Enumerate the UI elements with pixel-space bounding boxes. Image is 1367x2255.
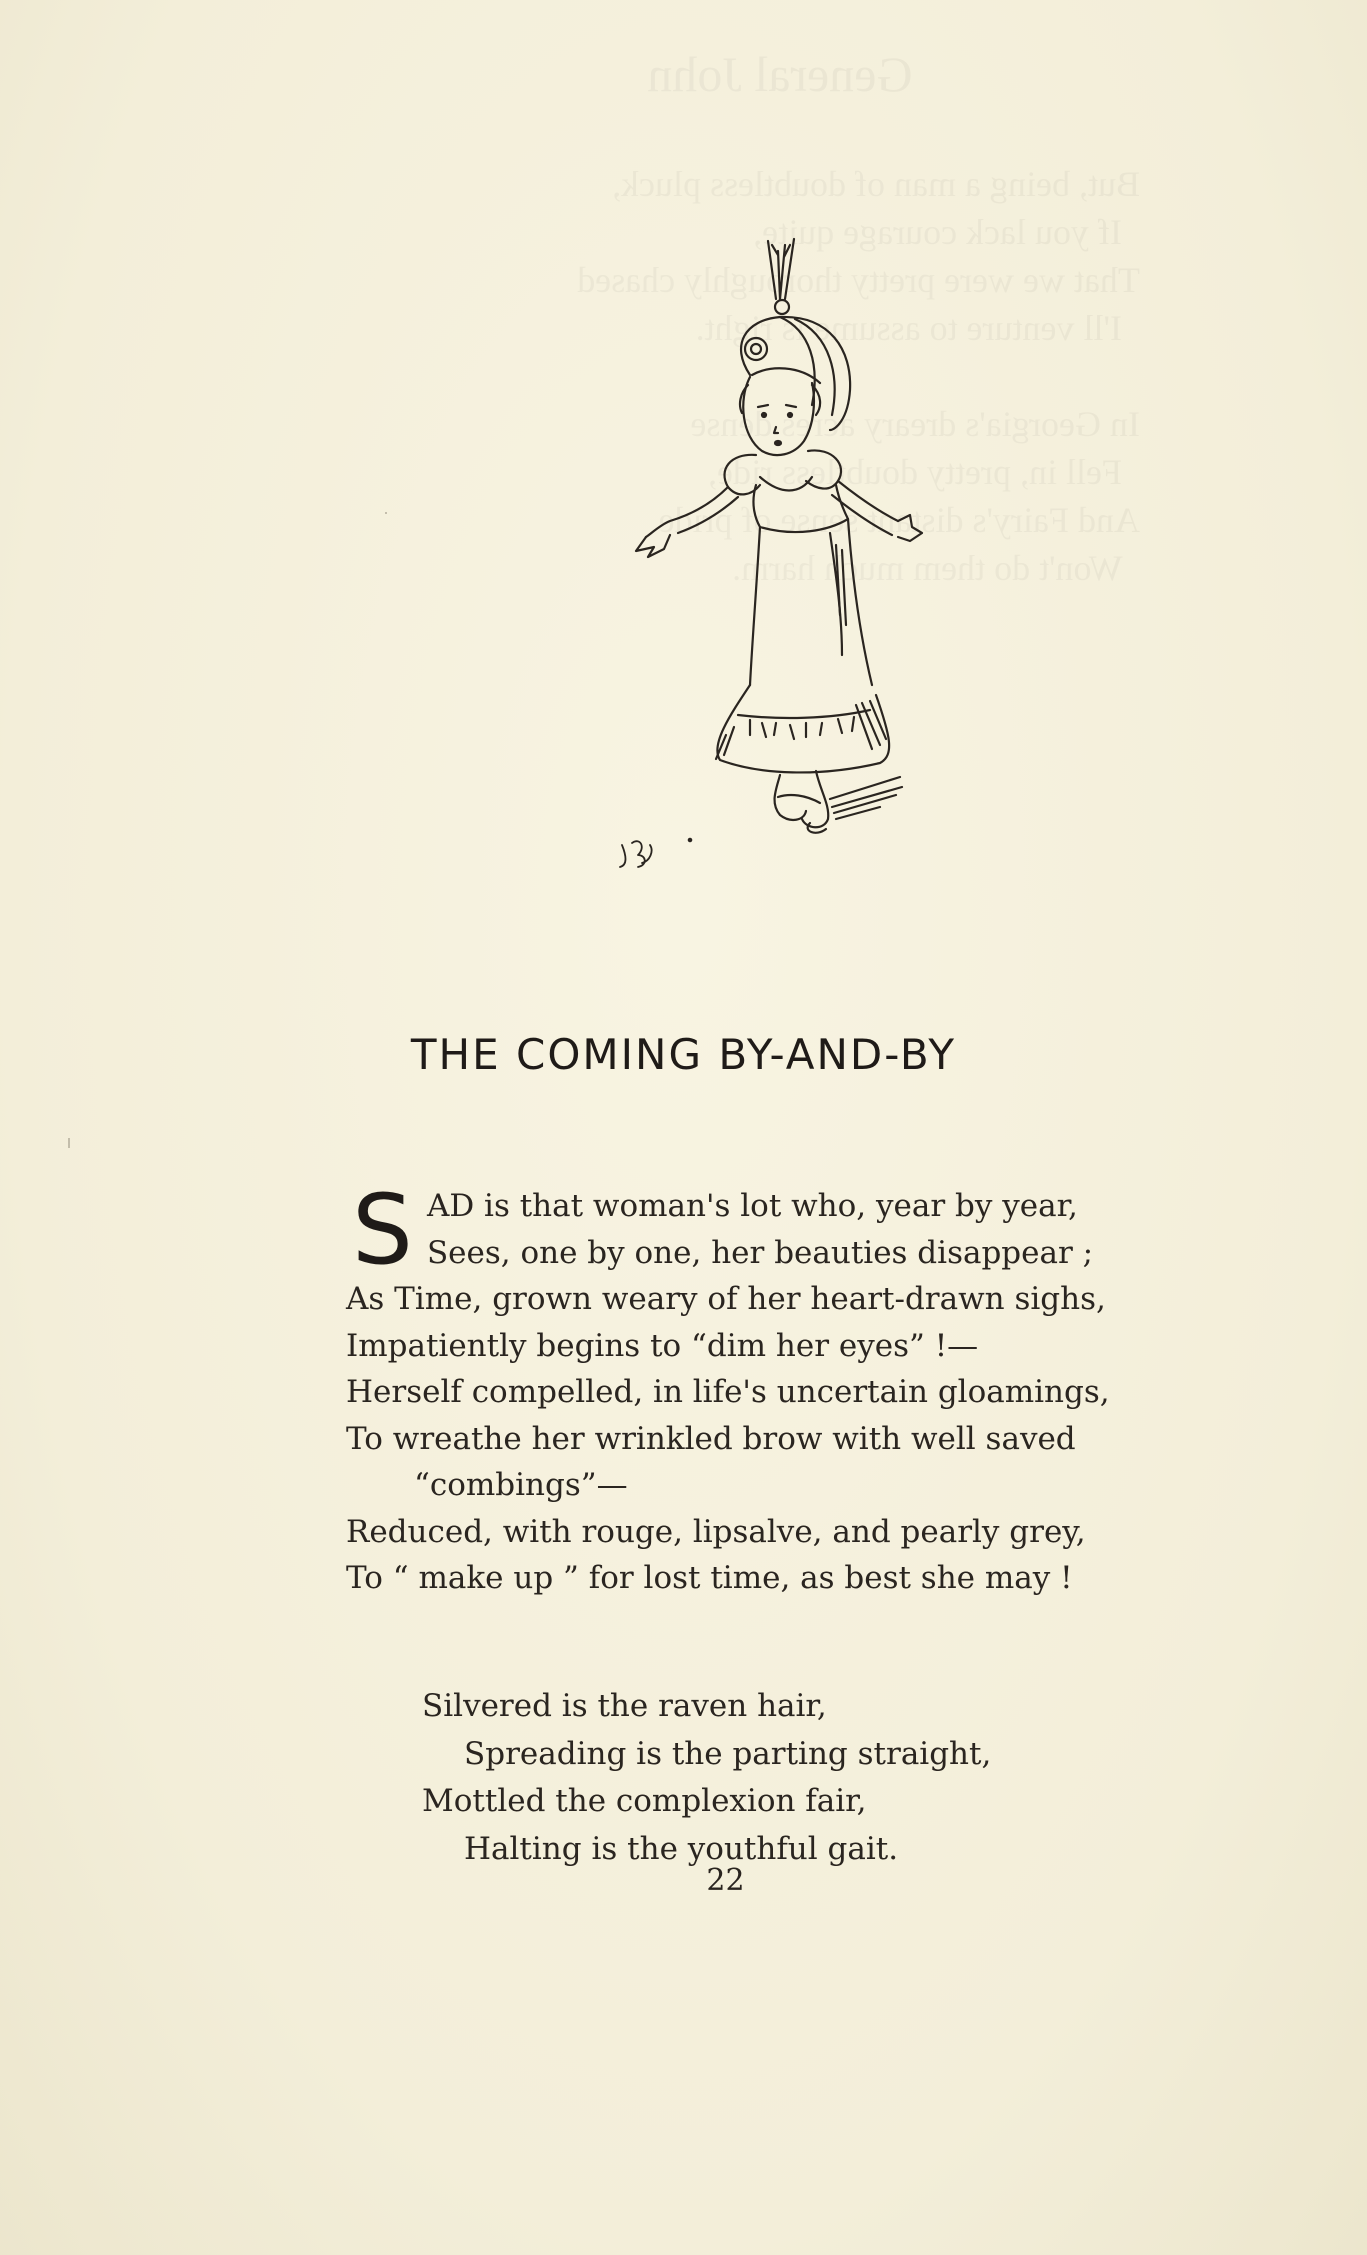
poem-line: To “ make up ” for lost time, as best she may !	[346, 1560, 1073, 1596]
page-number: 22	[706, 1863, 745, 1898]
margin-speck	[385, 512, 387, 514]
poem-line: Halting is the youthful gait.	[464, 1830, 899, 1867]
margin-speck	[68, 1138, 70, 1148]
poem-title: THE COMING BY-AND-BY	[410, 1030, 957, 1079]
stanza-two	[422, 1683, 1222, 1873]
stanza-one	[346, 1174, 1226, 1602]
poem-line: Mottled the complexion fair,	[422, 1783, 867, 1819]
poem-line: Spreading is the parting straight,	[464, 1735, 992, 1772]
poem-line: As Time, grown weary of her heart-drawn sighs,	[346, 1281, 1106, 1317]
poem-line: To wreathe her wrinkled brow with well saved	[346, 1420, 1076, 1457]
poem-line: Impatiently begins to “dim her eyes” !—	[346, 1327, 979, 1364]
poem-line: AD is that woman's lot who, year by year,	[426, 1188, 1078, 1224]
girl-illustration	[580, 215, 1000, 895]
drop-cap: S	[352, 1174, 413, 1286]
poem-line: Herself compelled, in life's uncertain gloamings,	[346, 1374, 1110, 1410]
poem-line: Reduced, with rouge, lipsalve, and pearly grey,	[346, 1513, 1086, 1550]
poem-line: Silvered is the raven hair,	[422, 1688, 827, 1724]
poem-line: Sees, one by one, her beauties disappear ;	[426, 1234, 1094, 1271]
poem-line: “combings”—	[414, 1467, 628, 1503]
bleed-through-title	[620, 50, 940, 98]
